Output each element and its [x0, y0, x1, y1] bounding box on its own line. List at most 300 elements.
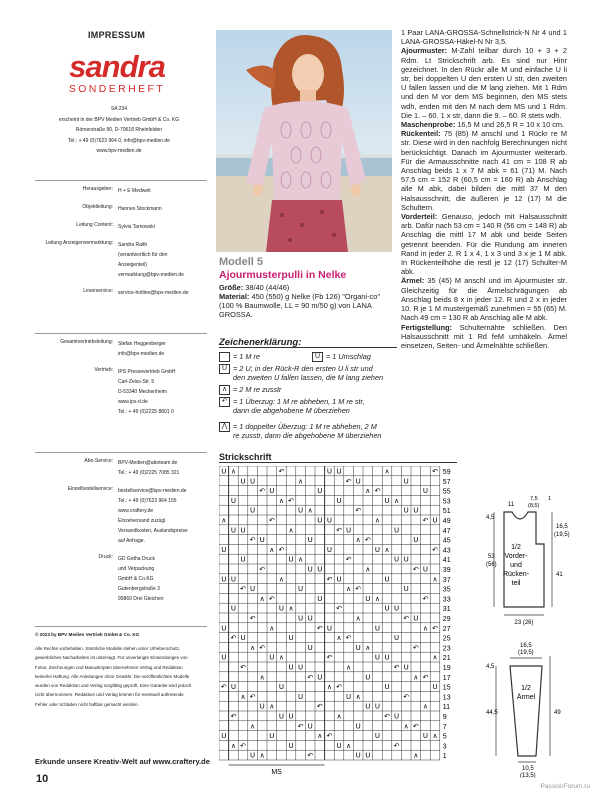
row-number: 15 — [442, 684, 451, 692]
chart-symbol: ∧ — [432, 653, 438, 662]
chart-symbol: U — [326, 624, 332, 633]
chart-symbol: U — [269, 732, 275, 741]
chart-symbol: ↶ — [278, 545, 285, 554]
credit-value: www.ips-d.de — [118, 399, 148, 405]
instruction-paragraph — [401, 276, 567, 322]
chart-symbol: U — [365, 751, 371, 760]
credit-value: auf Anfrage. — [118, 538, 145, 544]
credit-key: Abo-Service: — [84, 458, 113, 464]
publisher-line: Tel.: + 49 (0)7623 964 0, info@bpv-medien.de — [68, 137, 170, 144]
chart-symbol: U — [413, 614, 419, 623]
chart-symbol: U — [394, 712, 400, 721]
chart-symbol: ↶ — [220, 683, 227, 692]
chart-symbol: U — [288, 634, 294, 643]
sleeve-bottom-alt: (13,5) — [520, 773, 536, 778]
chart-symbol: ↶ — [403, 614, 410, 623]
chart-symbol: U — [365, 702, 371, 711]
chart-symbol: U — [413, 536, 419, 545]
chart-symbol: U — [394, 604, 400, 613]
legend-symbol: ↶ — [219, 397, 230, 407]
chart-symbol: U — [336, 741, 342, 750]
front-top-c: 1 — [548, 496, 552, 502]
chart-symbol: U — [317, 516, 323, 525]
chart-symbol: U — [307, 536, 313, 545]
row-number: 39 — [442, 567, 451, 574]
chart-symbol: ↶ — [259, 487, 266, 496]
chart-symbol: U — [221, 732, 227, 741]
credit-value: bestellservice@bpv-medien.de — [118, 488, 187, 494]
chart-symbol: ↶ — [384, 712, 390, 721]
chart-symbol: U — [374, 653, 380, 662]
rights-line: Fehler oder Schäden nicht haftbar gemacht werden. — [35, 701, 139, 707]
credit-value: 99869 Drei Gleichen — [118, 596, 164, 602]
chart-symbol: U — [298, 663, 304, 672]
chart-symbol: U — [317, 594, 323, 603]
credit-values — [118, 339, 208, 359]
model-title: Ajourmusterpulli in Nelke — [219, 269, 347, 281]
chart-symbol: ∧ — [259, 673, 265, 682]
chart-symbol: U — [307, 643, 313, 652]
credit-key: Druck: — [98, 554, 113, 560]
divider — [219, 462, 457, 463]
front-height-alt: (56) — [486, 562, 497, 568]
chart-symbol: ↶ — [355, 585, 362, 594]
chart-symbol: ∧ — [422, 702, 428, 711]
chart-symbol: U — [240, 555, 246, 564]
chart-symbol: ↶ — [345, 477, 352, 486]
rights-line: nicht übernommen. Redaktion und Verlag können für eventuell auftretende — [35, 692, 184, 698]
impressum-heading: IMPRESSUM — [88, 30, 146, 40]
chart-symbol: U — [278, 712, 284, 721]
chart-symbol: ∧ — [384, 467, 390, 476]
front-armhole: 16,5 — [556, 524, 568, 530]
row-number: 9 — [442, 714, 447, 721]
chart-symbol: ∧ — [326, 683, 332, 692]
credit-value: Tel.: + 49 (0)2225 8801 0 — [118, 409, 174, 415]
chart-symbol: ↶ — [374, 487, 381, 496]
chart-symbol: ↶ — [422, 673, 429, 682]
credit-key: Vertrieb: — [94, 367, 113, 373]
chart-symbol: U — [307, 722, 313, 731]
legend-text: = 1 Umschlag — [326, 352, 371, 361]
chart-symbol: U — [355, 477, 361, 486]
chart-symbol: U — [298, 585, 304, 594]
chart-symbol: ↶ — [412, 643, 419, 652]
chart-symbol: U — [384, 604, 390, 613]
chart-symbol: U — [336, 467, 342, 476]
chart-symbol: ↶ — [249, 614, 256, 623]
chart-symbol: U — [432, 683, 438, 692]
sleeve-label-1: 1/2 — [521, 685, 531, 692]
credit-value: und Verpackung — [118, 566, 155, 572]
instruction-text: 1 Paar LANA-GROSSA-Schnellstrick-N Nr 4 und 1 LANA-GROSSA-Häkel-N Nr 3,5. — [401, 28, 567, 47]
front-label-4: Rücken- — [502, 571, 530, 578]
model-number: Modell 5 — [219, 256, 264, 268]
chart-symbol: ↶ — [297, 722, 304, 731]
chart-symbol: ↶ — [240, 585, 246, 594]
page-number: 10 — [36, 773, 49, 785]
front-label-2: Vorder- — [504, 553, 528, 560]
chart-symbol: U — [288, 555, 294, 564]
instruction-text: Schulternähte schließen. Den Halsausschnitt mit 1 Rd feM umhäkeln. Ärmel einsetzen, Seiten- und Ärmelnähte schließen. — [401, 322, 567, 350]
chart-symbol: ↶ — [230, 634, 237, 643]
credit-values — [118, 222, 208, 232]
credit-value: Einzelversand zuzügl. — [118, 518, 167, 524]
credit-values — [118, 367, 208, 417]
instruction-paragraph — [401, 46, 567, 120]
front-back-schematic — [486, 492, 586, 632]
chart-symbol: U — [384, 683, 390, 692]
chart-symbol: U — [288, 663, 294, 672]
credit-value: Sandra Raith — [118, 242, 148, 248]
front-shoulder: 4,5 — [486, 515, 495, 521]
front-armhole-alt: (19,5) — [554, 532, 570, 538]
sleeve-label-2: Ärmel — [516, 694, 536, 701]
credit-values — [118, 288, 208, 298]
chart-symbol: U — [259, 536, 265, 545]
footer-watermark: PassionForum.ru — [540, 783, 590, 790]
chart-symbol: U — [269, 653, 275, 662]
chart-symbol: U — [230, 575, 236, 584]
chart-symbol: ∧ — [269, 545, 275, 554]
chart-symbol: ↶ — [268, 516, 275, 525]
chart-symbol: ∧ — [346, 741, 352, 750]
chart-symbol: U — [326, 516, 332, 525]
credit-value: D-53340 Meckenheim — [118, 389, 167, 395]
chart-symbol: ↶ — [364, 536, 371, 545]
credit-value: www.craftery.de — [118, 508, 154, 514]
chart-symbol: ∧ — [422, 624, 428, 633]
chart-symbol: U — [221, 624, 227, 633]
row-number: 21 — [442, 655, 451, 663]
chart-symbol: ↶ — [422, 594, 429, 603]
row-number: 5 — [442, 733, 447, 741]
instruction-paragraph — [401, 212, 567, 276]
brand-sub: SONDERHEFT — [68, 83, 166, 95]
kreativ-link[interactable]: Erkunde unsere Kreativ-Welt auf www.craftery.de — [35, 757, 210, 766]
chart-symbol: U — [298, 506, 304, 515]
chart-symbol: ↶ — [278, 467, 285, 476]
sleeve-schematic — [486, 638, 586, 778]
divider — [219, 347, 397, 348]
chart-symbol: ↶ — [259, 565, 266, 574]
chart-symbol: U — [403, 585, 409, 594]
instructions — [401, 28, 567, 350]
chart-symbol: ↶ — [345, 555, 352, 564]
chart-symbol: U — [307, 565, 313, 574]
chart-symbol: ∧ — [346, 585, 352, 594]
row-number: 55 — [442, 488, 451, 496]
chart-symbol: ↶ — [307, 751, 314, 760]
chart-symbol: ∧ — [288, 526, 294, 535]
chart-symbol: ↶ — [336, 604, 342, 613]
front-height: 53 — [488, 554, 495, 560]
credit-key: Herausgeber: — [82, 186, 113, 192]
chart-symbol: U — [432, 516, 438, 525]
chart-symbol: ↶ — [355, 506, 362, 515]
divider — [35, 626, 207, 627]
row-number: 25 — [442, 635, 451, 643]
instruction-heading: Rückenteil: — [401, 129, 441, 139]
front-side: 41 — [556, 572, 563, 578]
row-number: 29 — [442, 616, 451, 623]
chart-symbol: ∧ — [221, 516, 227, 525]
chart-symbol: ↶ — [316, 624, 323, 633]
model-info — [219, 256, 391, 319]
chart-symbol: ∧ — [365, 643, 371, 652]
chart-symbol: ↶ — [249, 536, 256, 545]
chart-symbol: U — [403, 506, 409, 515]
chart-symbol: ↶ — [432, 545, 438, 554]
chart-symbol: ∧ — [374, 594, 380, 603]
chart-symbol: ∧ — [374, 516, 380, 525]
sleeve-top: 16,5 — [520, 643, 532, 649]
chart-symbol: U — [394, 555, 400, 564]
chart-symbol: U — [355, 643, 361, 652]
instruction-heading: Fertigstellung: — [401, 322, 452, 332]
chart-symbol: ↶ — [403, 692, 410, 701]
instruction-heading: Maschenprobe: — [401, 120, 456, 130]
chart-symbol: ∧ — [346, 663, 352, 672]
chart-symbol: U — [230, 683, 236, 692]
rights-line: wurden von Redaktion und Verlag sorgfältig geprüft. Eine Garantie wird jedoch — [35, 683, 192, 689]
credit-value: Anzeigenteil) — [118, 262, 147, 268]
credit-value: Carl-Zeiss-Str. 5 — [118, 379, 155, 385]
row-number: 43 — [442, 547, 451, 555]
chart-symbol: U — [240, 477, 246, 486]
chart-symbol: U — [413, 506, 419, 515]
sleeve-cap: 4,5 — [486, 664, 495, 670]
chart-symbol: U — [250, 751, 256, 760]
credit-value: Hannes Stockmann — [118, 206, 162, 212]
model-material — [219, 292, 391, 319]
chart-symbol: ↶ — [422, 516, 429, 525]
instruction-paragraph — [401, 323, 567, 351]
credit-key: Objektleitung: — [82, 204, 113, 210]
legend-symbol: ∧ — [219, 385, 230, 395]
chart-symbol: ∧ — [230, 467, 236, 476]
chart-symbol: U — [240, 634, 246, 643]
credit-key: Leitung Content: — [76, 222, 113, 228]
credit-value: Gutenbergstraße 3 — [118, 586, 160, 592]
front-label-1: 1/2 — [511, 544, 521, 551]
credit-value: H + E Medweit — [118, 188, 151, 194]
chart-symbol: ∧ — [365, 487, 371, 496]
chart-symbol: U — [384, 575, 390, 584]
chart-symbol: U — [288, 741, 294, 750]
chart-symbol: U — [355, 751, 361, 760]
chart-symbol: ∧ — [278, 575, 284, 584]
chart-symbol: U — [374, 624, 380, 633]
chart-symbol: ↶ — [307, 673, 314, 682]
knitting-chart — [219, 466, 469, 782]
chart-symbol: ∧ — [432, 732, 438, 741]
credit-value: info@bpv-medien.de — [118, 351, 165, 357]
row-number: 31 — [442, 606, 451, 614]
row-number: 41 — [442, 557, 451, 565]
credit-values — [118, 240, 208, 280]
credit-key: Leitung Anzeigenvermarktung: — [45, 240, 113, 246]
chart-symbol: U — [394, 634, 400, 643]
chart-symbol: ↶ — [268, 594, 275, 603]
chart-symbol: ∧ — [288, 604, 294, 613]
chart-symbol: ↶ — [326, 575, 333, 584]
instruction-text: 16,5 M und 26,5 R = 10 x 10 cm. — [455, 120, 565, 130]
chart-symbol: ↶ — [393, 663, 400, 672]
material-value: 450 (550) g Nelke (Fb 126) "Organi-co" (100 % Baumwolle, LL = 90 m/50 g) von LANA GROSSA. — [219, 292, 380, 319]
chart-symbol: U — [221, 467, 227, 476]
rights-line: Alle Rechte vorbehalten. Sämtliche Modelle stehen unter Urheberschutz, — [35, 646, 181, 651]
brand-name: sandra — [69, 49, 165, 84]
chart-symbol: U — [384, 653, 390, 662]
credit-value: GD Gotha Druck — [118, 556, 155, 562]
chart-symbol: U — [317, 565, 323, 574]
row-number: 37 — [442, 576, 451, 584]
credit-value: Sylvia Tarnowski — [118, 224, 155, 230]
chart-symbol: ∧ — [413, 751, 419, 760]
chart-symbol: U — [269, 487, 275, 496]
row-number: 17 — [442, 674, 451, 682]
chart-symbol: U — [250, 585, 256, 594]
row-number: 57 — [442, 478, 451, 486]
chart-symbol: U — [230, 496, 236, 505]
front-label-3: und — [510, 562, 522, 569]
instruction-text: 35 (45) M anschl und im Ajourmuster str. Gleichzeitig für die Ärmelschrägungen ab Anschlag beids 8 x in jeder 12. R und 2 x in jeder 10. R je 1 M mustergemäß zunehmen = 55 (65) M. Nach 49 cm = 130 R ab Anschlag alle M abk. — [401, 276, 567, 323]
model-photo — [216, 30, 392, 252]
credit-key: Gesamtvertriebsleitung: — [60, 339, 113, 345]
chart-symbol: U — [278, 604, 284, 613]
chart-symbol: ↶ — [249, 692, 256, 701]
legend-symbol: U — [219, 364, 230, 374]
chart-symbol: ∧ — [355, 536, 361, 545]
publisher-line: www.bpv-medien.de — [96, 148, 142, 154]
row-number: 23 — [442, 645, 451, 653]
chart-symbol: ∧ — [259, 751, 265, 760]
chart-symbol: U — [250, 506, 256, 515]
chart-symbol: U — [336, 575, 342, 584]
chart-symbol: U — [403, 477, 409, 486]
chart-symbol: U — [355, 722, 361, 731]
chart-symbol: ↶ — [240, 741, 246, 750]
front-top-a: 11 — [508, 502, 515, 508]
chart-symbol: ∧ — [317, 732, 323, 741]
legend-text: = 1 Überzug: 1 M re abheben, 1 M re str, — [233, 397, 365, 406]
legend-text: dann die abgehobene M überziehen — [233, 406, 350, 415]
chart-symbol: U — [298, 692, 304, 701]
chart-symbol: ↶ — [432, 624, 438, 633]
row-number: 51 — [442, 508, 451, 516]
rights-text — [35, 644, 207, 709]
legend-title: Zeichenerklärung: — [219, 337, 302, 348]
credit-key: Leserservice: — [83, 288, 113, 294]
legend-text: re zusstr, dann die abgehobene M überziehen — [233, 431, 382, 440]
legend-symbol: ⋀ — [219, 422, 230, 432]
chart-symbol: U — [374, 702, 380, 711]
publisher-info — [34, 104, 204, 157]
chart-symbol: U — [221, 575, 227, 584]
legend-text: den zweiten U fallen lassen, die M lang ziehen — [233, 373, 384, 382]
divider — [35, 333, 207, 334]
ms-label: MS — [271, 769, 282, 776]
chart-symbol: ∧ — [394, 496, 400, 505]
chart-symbol: ∧ — [278, 653, 284, 662]
credit-value: vermarktung@bpv-medien.de — [118, 272, 184, 278]
credit-values — [118, 186, 208, 196]
chart-symbol: ∧ — [298, 477, 304, 486]
credit-values — [118, 554, 208, 604]
chart-symbol: ↶ — [326, 653, 333, 662]
credit-value: Versandkosten, Auslandspreise — [118, 528, 188, 534]
chart-symbol: U — [317, 673, 323, 682]
chart-symbol: U — [278, 683, 284, 692]
instruction-heading: Vorderteil: — [401, 212, 438, 222]
chart-symbol: ∧ — [250, 643, 256, 652]
brand-logo — [62, 49, 172, 95]
chart-symbol: U — [422, 487, 428, 496]
chart-symbol: ∧ — [259, 594, 265, 603]
row-number: 11 — [442, 704, 451, 712]
chart-symbol: ∧ — [432, 575, 438, 584]
legend-text: = 2 U; in der Rück-R den ersten U li str und — [233, 364, 373, 373]
model-size — [219, 283, 391, 292]
chart-symbol: ∧ — [269, 624, 275, 633]
publisher-line: SA 234 — [110, 106, 128, 112]
row-number: 7 — [442, 723, 447, 731]
chart-symbol: U — [365, 673, 371, 682]
publisher-line: erscheint in der BPV Medien Vertrieb GmbH & Co. KG — [58, 116, 180, 123]
chart-symbol: ∧ — [365, 565, 371, 574]
chart-symbol: ∧ — [336, 634, 342, 643]
chart-symbol: ↶ — [412, 722, 419, 731]
instruction-text: M-Zahl teilbar durch 10 + 3 + 2 Rdm. Lt Strickschrift arb. Es sind nur Hinr gezeichnet. In den Rückr alle M und einfache U li str, bei doppelten U den ersten U str, den zweiten U fallen lassen und die M lang ziehen. Mit 1 Rdm und den M vor dem MS beginnen, den MS stets wdh, enden mit den M nach dem MS und 1 Rdm. Die 1. – 60. 1 x str, dann die 9. – 60. R stets wdh. — [401, 46, 567, 120]
credit-value: GmbH & Co.KG — [118, 576, 154, 582]
credit-values — [118, 458, 208, 478]
row-number: 35 — [442, 586, 451, 594]
row-number: 49 — [442, 518, 451, 525]
row-number: 27 — [442, 625, 451, 633]
chart-symbol: U — [403, 555, 409, 564]
chart-symbol: U — [384, 496, 390, 505]
sleeve-right: 49 — [554, 710, 561, 716]
front-width: 23 (26) — [514, 620, 534, 626]
chart-symbol: U — [298, 614, 304, 623]
front-top-b: 7,5 — [530, 496, 538, 502]
chart-symbol: U — [422, 565, 428, 574]
chart-symbol: U — [394, 526, 400, 535]
chart-symbol: U — [250, 477, 256, 486]
row-number: 19 — [442, 665, 451, 672]
divider — [35, 180, 207, 181]
credit-value: Tel.: + 49 (0)2225 7085 321 — [118, 470, 180, 476]
chart-symbol: U — [365, 594, 371, 603]
divider — [35, 452, 207, 453]
credit-value: IPS Pressevertrieb GmbH — [118, 369, 176, 375]
row-number: 53 — [442, 498, 451, 506]
credit-values — [118, 486, 208, 546]
chart-symbol: U — [422, 732, 428, 741]
credit-value: service-hotline@bpv-medien.de — [118, 290, 189, 296]
material-label: Material: — [219, 292, 250, 301]
credit-value: Stefan Heggenberger — [118, 341, 166, 347]
chart-symbol: U — [259, 702, 265, 711]
size-value: 38/40 (44/46) — [245, 283, 290, 292]
credit-key: Einzelbestellservice: — [67, 486, 113, 492]
chart-symbol: ∧ — [250, 722, 256, 731]
chart-symbol: ∧ — [384, 545, 390, 554]
rights-line: gewerbliches Nacharbeiten ist untersagt. Für unverlangte Einsendungen von — [35, 655, 188, 661]
row-number: 45 — [442, 537, 451, 545]
chart-symbol: ∧ — [355, 692, 361, 701]
